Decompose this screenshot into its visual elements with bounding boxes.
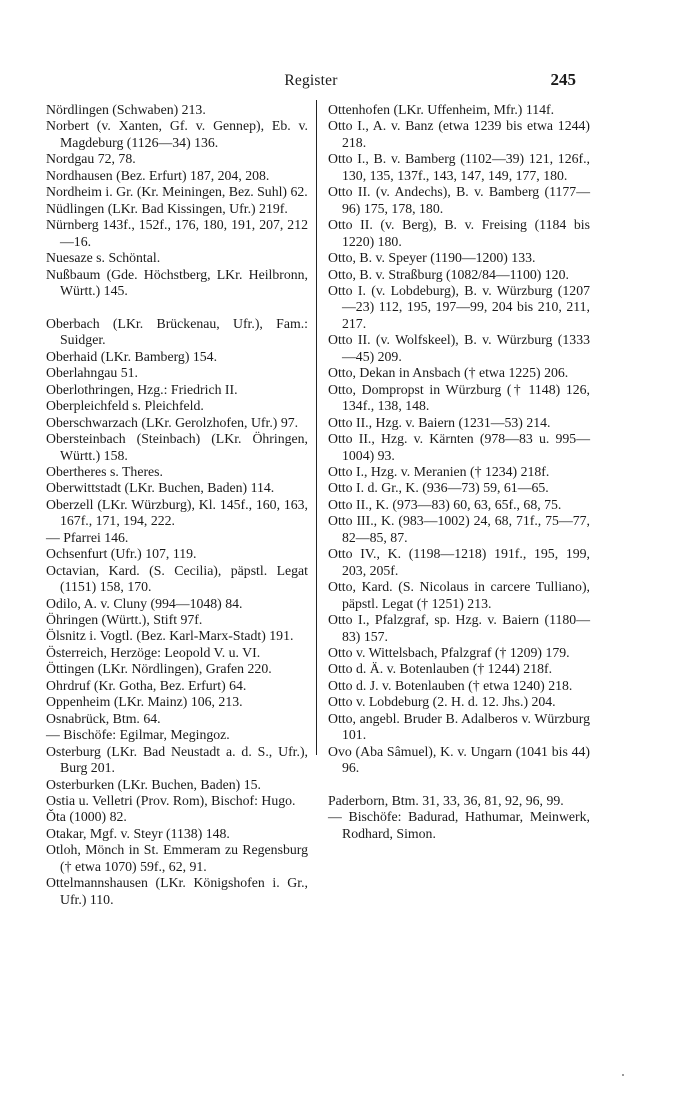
index-entry: Ochsenfurt (Ufr.) 107, 119. bbox=[46, 546, 197, 562]
index-entry: Nußbaum (Gde. Höchstberg, LKr. Heilbronn, Württ.) 145. bbox=[46, 266, 308, 298]
index-entry: Otto, B. v. Straßburg (1082/84—1100) 120. bbox=[328, 266, 569, 282]
index-entry: Ostia u. Velletri (Prov. Rom), Bischof: Hugo. bbox=[46, 793, 296, 809]
index-entry: Ottelmannshausen (LKr. Königshofen i. Gr., Ufr.) 110. bbox=[46, 875, 308, 907]
index-entry: Nüdlingen (LKr. Bad Kissingen, Ufr.) 219f. bbox=[46, 200, 288, 216]
index-entry: Obersteinbach (Steinbach) (LKr. Öhringen, Württ.) 158. bbox=[46, 431, 308, 463]
index-entry: Otto II., K. (973—83) 60, 63, 65f., 68, 75. bbox=[328, 496, 562, 512]
index-entry: Nordheim i. Gr. (Kr. Meiningen, Bez. Suhl) 62. bbox=[46, 184, 308, 200]
index-entry: Obertheres s. Theres. bbox=[46, 463, 163, 479]
page-number: 245 bbox=[550, 70, 576, 89]
index-entry: Otto v. Lobdeburg (2. H. d. 12. Jhs.) 204. bbox=[328, 694, 556, 710]
index-entry: Nürnberg 143f., 152f., 176, 180, 191, 207, 212—16. bbox=[46, 217, 308, 249]
index-entry: Ölsnitz i. Vogtl. (Bez. Karl-Marx-Stadt) 191. bbox=[46, 628, 294, 644]
index-entry: — Bischöfe: Badurad, Hathumar, Meinwerk, Rodhard, Simon. bbox=[328, 809, 590, 841]
index-entry: Österreich, Herzöge: Leopold V. u. VI. bbox=[46, 644, 261, 660]
index-entry: Otto, B. v. Speyer (1190—1200) 133. bbox=[328, 250, 536, 266]
index-entry: Otto, Kard. (S. Nicolaus in carcere Tulliano), päpstl. Legat († 1251) 213. bbox=[328, 579, 590, 611]
index-entry: Otto I. d. Gr., K. (936—73) 59, 61—65. bbox=[328, 480, 549, 496]
index-entry: Otto II. (v. Wolfskeel), B. v. Würzburg (1333—45) 209. bbox=[328, 332, 590, 364]
index-entry: Oberlahngau 51. bbox=[46, 365, 138, 381]
index-entry: Nordhausen (Bez. Erfurt) 187, 204, 208. bbox=[46, 167, 270, 183]
index-entry: Otto d. J. v. Botenlauben († etwa 1240) 218. bbox=[328, 677, 573, 693]
section-gap bbox=[328, 777, 590, 793]
index-entry: Otto, Dekan in Ansbach († etwa 1225) 206. bbox=[328, 365, 569, 381]
index-entry: Osterburg (LKr. Bad Neustadt a. d. S., Ufr.), Burg 201. bbox=[46, 743, 308, 776]
index-entry: — Bischöfe: Egilmar, Megingoz. bbox=[46, 727, 230, 743]
index-entry: Otto II. (v. Berg), B. v. Freising (1184 bis 1220) 180. bbox=[328, 217, 590, 249]
index-entry: Oberhaid (LKr. Bamberg) 154. bbox=[46, 348, 218, 364]
index-entry: Odilo, A. v. Cluny (994—1048) 84. bbox=[46, 595, 243, 611]
index-entry: Otto v. Wittelsbach, Pfalzgraf († 1209) 179. bbox=[328, 644, 570, 660]
index-entry: Nordgau 72, 78. bbox=[46, 151, 136, 167]
index-entry: Otto, angebl. Bruder B. Adalberos v. Würzburg 101. bbox=[328, 710, 590, 743]
index-entry: Oberwittstadt (LKr. Buchen, Baden) 114. bbox=[46, 480, 275, 496]
index-entry: Ovo (Aba Sâmuel), K. v. Ungarn (1041 bis 44) 96. bbox=[328, 743, 590, 776]
index-entry: Oberbach (LKr. Brückenau, Ufr.), Fam.: Suidger. bbox=[46, 315, 308, 348]
index-entry: — Pfarrei 146. bbox=[46, 529, 129, 545]
index-entry: Otto II., Hzg. v. Kärnten (978—83 u. 995—1004) 93. bbox=[328, 431, 590, 463]
index-entry: Otto I., B. v. Bamberg (1102—39) 121, 126f., 130, 135, 137f., 143, 147, 149, 177, 180. bbox=[328, 151, 590, 183]
index-entry: Otto I., Hzg. v. Meranien († 1234) 218f. bbox=[328, 463, 550, 479]
index-entry: Nördlingen (Schwaben) 213. bbox=[46, 102, 206, 117]
index-entry: Otto III., K. (983—1002) 24, 68, 71f., 75—77, 82—85, 87. bbox=[328, 513, 590, 545]
index-entry: Ottenhofen (LKr. Uffenheim, Mfr.) 114f. bbox=[328, 102, 555, 117]
index-entry: Nuesaze s. Schöntal. bbox=[46, 250, 161, 266]
index-entry: Öttingen (LKr. Nördlingen), Grafen 220. bbox=[46, 661, 272, 677]
index-entry: Oberlothringen, Hzg.: Friedrich II. bbox=[46, 381, 238, 397]
index-entry: Oberschwarzach (LKr. Gerolzhofen, Ufr.) 97. bbox=[46, 414, 299, 430]
column-divider bbox=[316, 100, 317, 755]
index-entry: Ohrdruf (Kr. Gotha, Bez. Erfurt) 64. bbox=[46, 677, 247, 693]
index-entry: Osterburken (LKr. Buchen, Baden) 15. bbox=[46, 776, 261, 792]
page-header bbox=[46, 72, 576, 94]
index-entry: Ǒta (1000) 82. bbox=[46, 809, 127, 825]
index-entry: Öhringen (Württ.), Stift 97f. bbox=[46, 612, 203, 628]
index-entry: Oberzell (LKr. Würzburg), Kl. 145f., 160, 163, 167f., 171, 194, 222. bbox=[46, 496, 308, 529]
index-entry: Osnabrück, Btm. 64. bbox=[46, 710, 161, 726]
index-entry: Otto d. Ä. v. Botenlauben († 1244) 218f. bbox=[328, 661, 553, 677]
scan-speck bbox=[622, 1074, 624, 1076]
index-entry: Otakar, Mgf. v. Steyr (1138) 148. bbox=[46, 825, 230, 841]
index-entry: Otto II., Hzg. v. Baiern (1231—53) 214. bbox=[328, 414, 551, 430]
index-entry: Octavian, Kard. (S. Cecilia), päpstl. Legat (1151) 158, 170. bbox=[46, 562, 308, 595]
index-entry: Otto IV., K. (1198—1218) 191f., 195, 199, 203, 205f. bbox=[328, 546, 590, 578]
index-column-left bbox=[46, 102, 308, 908]
index-entry: Otloh, Mönch in St. Emmeram zu Regensburg († etwa 1070) 59f., 62, 91. bbox=[46, 842, 308, 874]
index-entry: Norbert (v. Xanten, Gf. v. Gennep), Eb. v. Magdeburg (1126—34) 136. bbox=[46, 118, 308, 150]
index-entry: Oberpleichfeld s. Pleichfeld. bbox=[46, 398, 204, 414]
index-entry: Paderborn, Btm. 31, 33, 36, 81, 92, 96, 99. bbox=[328, 793, 564, 809]
index-entry: Otto I., Pfalzgraf, sp. Hzg. v. Baiern (1180—83) 157. bbox=[328, 612, 590, 644]
index-column-right bbox=[328, 102, 590, 842]
section-gap bbox=[46, 299, 308, 315]
index-entry: Otto, Dompropst in Würzburg († 1148) 126, 134f., 138, 148. bbox=[328, 381, 590, 414]
index-entry: Otto II. (v. Andechs), B. v. Bamberg (1177—96) 175, 178, 180. bbox=[328, 184, 590, 216]
index-entry: Otto I., A. v. Banz (etwa 1239 bis etwa 1244) 218. bbox=[328, 118, 590, 150]
index-entry: Otto I. (v. Lobdeburg), B. v. Würzburg (1207—23) 112, 195, 197—99, 204 bis 210, 211, 217. bbox=[328, 282, 590, 331]
running-title: Register bbox=[284, 72, 338, 89]
index-entry: Oppenheim (LKr. Mainz) 106, 213. bbox=[46, 694, 243, 710]
